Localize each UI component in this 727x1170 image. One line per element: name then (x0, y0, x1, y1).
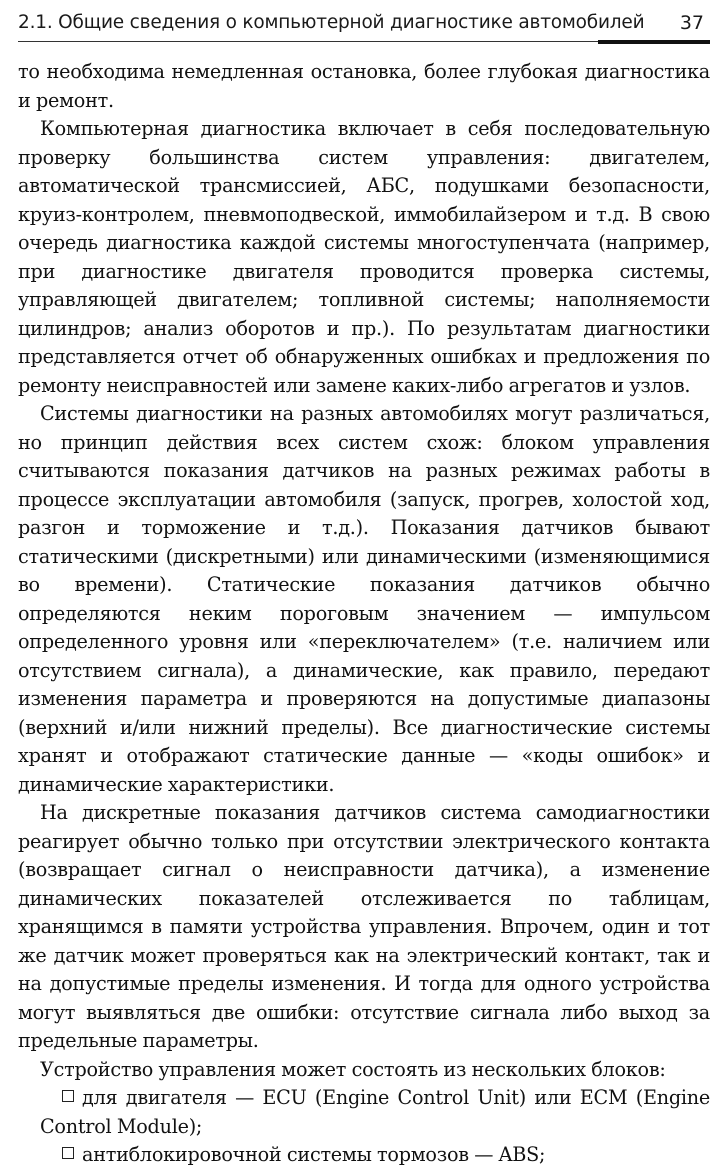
running-header (18, 8, 708, 38)
paragraph-diagnostic-systems: Системы диагностики на разных автомобилях могут различаться, но принцип действия всех систем схож: блоком управления считываются показания датчиков на разных режимах работы в процессе эксплуатации автомобиля (запуск, прогрев, холостой ход, разгон и торможение и т.д.). Показания датчиков бывают статическими (дискретными) или динамическими (изменяющимися во времени). Статические показания датчиков обычно определяются неким пороговым значением — импульсом определенного уровня или «переключателем» (т.е. наличием или отсутствием сигнала), а динамические, как правило, передают изменения параметра и проверяются на допустимые диапазоны (верхний и/или нижний пределы). Все диагностические системы хранят и отображают статические данные — «коды ошибок» и динамические характеристики. (18, 402, 710, 796)
list-item (18, 1141, 710, 1170)
body-text (18, 58, 710, 1170)
section-title: 2.1. Общие сведения о компьютерной диагностике автомобилей (18, 12, 645, 33)
paragraph-control-units: Устройство управления может состоять из нескольких блоков: (40, 1057, 666, 1081)
paragraph-computer-diagnostics: Компьютерная диагностика включает в себя последовательную проверку большинства систем управления: двигателем, автоматической трансмиссией, АБС, подушками безопасности, круиз-контролем, пневмоподвеской, иммобилайзером и т.д. В свою очередь диагностика каждой системы многоступенчата (например, при диагностике двигателя проводится проверка системы, управляющей двигателем; топливной системы; наполняемости цилиндров; анализ оборотов и пр.). По результатам диагностики представляется отчет об обнаруженных ошибках и предложения по ремонту неисправностей или замене каких-либо агрегатов и узлов. (18, 117, 710, 397)
header-rule-accent (598, 40, 710, 44)
list-item (18, 1084, 710, 1141)
list-item-text: для двигателя — ECU (Engine Control Unit) или ECM (Engine Control Module); (40, 1086, 710, 1138)
paragraph-continuation: то необходима немедленная остановка, более глубокая диагностика и ремонт. (18, 60, 710, 112)
page-number: 37 (679, 12, 704, 34)
checkbox-bullet-icon (62, 1090, 74, 1102)
checkbox-bullet-icon (62, 1147, 74, 1159)
paragraph-discrete-readings: На дискретные показания датчиков система самодиагностики реагирует обычно только при отсутствии электрического контакта (возвращает сигнал о неисправности датчика), а изменение динамических показателей отслеживается по таблицам, хранящимся в памяти устройства управления. Впрочем, один и тот же датчик может проверяться как на электрический контакт, так и на допустимые пределы изменения. И тогда для одного устройства могут выявляться две ошибки: отсутствие сигнала либо выход за предельные параметры. (18, 801, 710, 1052)
list-item-text: антиблокировочной системы тормозов — ABS; (82, 1143, 546, 1166)
